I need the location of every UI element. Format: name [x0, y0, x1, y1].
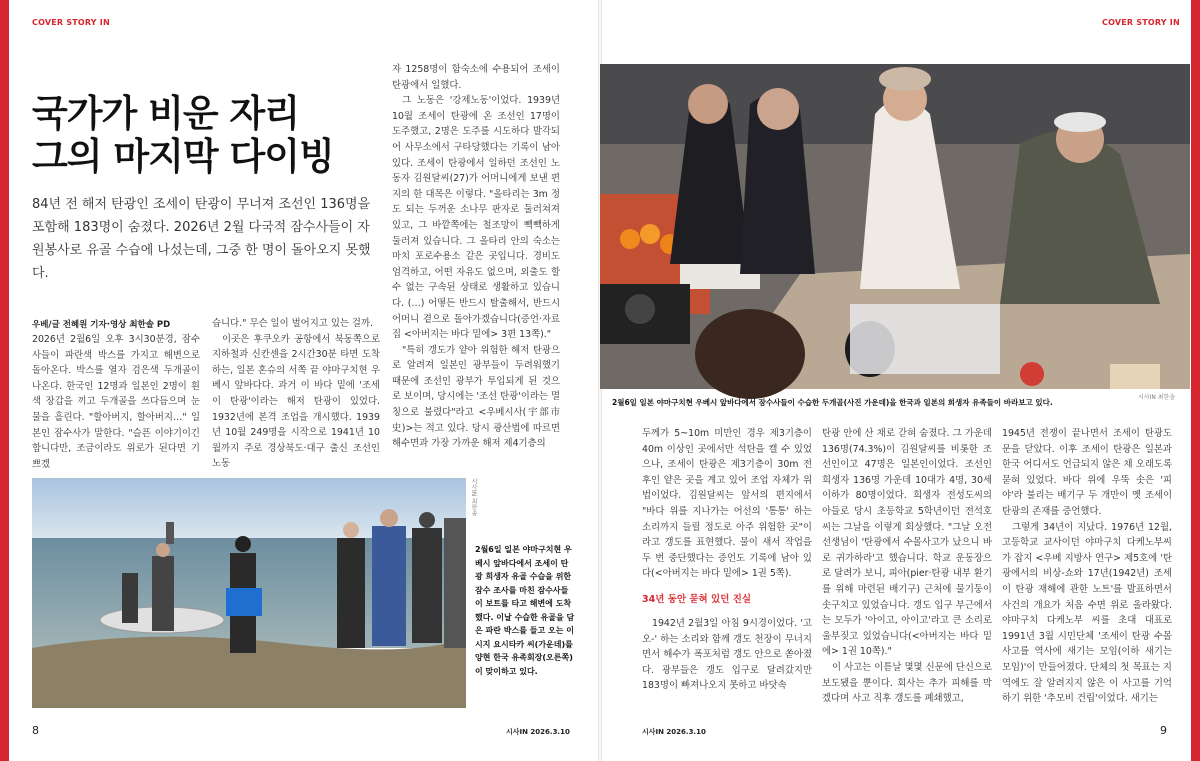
paragraph: 그렇게 34년이 지났다. 1976년 12월, 고등학교 교사이던 야마구치 다케노부씨가 잡지 <우베 지방사 연구> 제5호에 '탄광에서의 비상-쇼와 17년(1942년) 조세이 탄광 재해에 관한 노트'를 발표하면서 사건의 개요가 처음 수면 위로 올라왔다. 야마구치 다케노부 씨를 초대 대표로 1991년 3월 시민단체 '조세이 탄광 수몰사고를 역사에 새기는 모임(이하 새기는 모임)'이 만들어졌다. 단체의 첫 목표는 지역에도 잘 알려지지 않은 이 사고를 기억하기 위한 '추모비 건립'이었다. 새기는: [1002, 521, 1172, 705]
paragraph: 이곳은 후쿠오카 공항에서 북동쪽으로 지하철과 신칸센을 2시간30분 타면 도착하는, 일본 혼슈의 서쪽 끝 야마구치현 우베시 앞바다다. 과거 이 바다 밑에 '조세이 탄광'이라는 해저 탄광이 있었다. 1932년에 본격 조업을 개시했다. 1939년 10월 249명을 시작으로 1941년 10월까지 주로 경상북도·대구 출신 조선인 노동: [212, 333, 380, 470]
article-column-2: [212, 316, 380, 470]
folio-right: 시사IN 2026.3.10: [642, 728, 706, 736]
paragraph: 그 노동은 '강제노동'이었다. 1939년 10월 조세이 탄광에 온 조선인 17명이 도주했고, 2명은 도주를 시도하다 발각되어 사무소에서 구타당했다는 기록이 남아 있다. 조세이 탄광에서 일하던 조선인 노동자 김원달씨(27)가 어머니에게 보낸 편지의 한 대목은 이렇다. "올타리는 3m 정도 되는 두꺼운 소나무 판자로 둘러쳐져 있고, 그 바깥쪽에는 철조망이 빽빽하게 둘러져 있습니다. 그 올타리 안의 숙소는 마치 포로수용소 같은 곳입니다. 경비도 엄격하고, 어떤 자유도 없으며, 외출도 할 수 없는 구속된 상태로 생활하고 있습니다. (…) 어떻든 반드시 탈출해서, 반드시 어머니 곁으로 돌아가겠습니다(증언·자료집 <아버지는 바다 밑에> 3편 13쪽).": [392, 95, 560, 341]
paragraph: 자 1258명이 함숙소에 수용되어 조세이 탄광에서 일했다.: [392, 64, 560, 91]
article-column-1: [32, 332, 200, 470]
paragraph: 1945년 전쟁이 끝나면서 조세이 탄광도 문을 닫았다. 이후 조세이 탄광은 일본과 한국 어디서도 언급되지 않은 채 오래도록 묻혀 있었다. 바다 위에 우뚝 솟은 '피야'라 불리는 배기구 두 개만이 옛 조세이 탄광의 존재를 증언했다.: [1002, 428, 1172, 517]
photo-bereaved-families: [600, 64, 1190, 389]
page-number-right: 9: [1160, 724, 1167, 737]
section-label-right: COVER STORY IN: [1102, 18, 1180, 27]
paragraph: 탄광 안에 산 채로 갇혀 숨졌다. 그 가운데 136명(74.3%)이 김원달씨를 비롯한 조선인이고 47명은 일본인이었다. 조선인 희생자 136명 가운데 10대가 4명, 30세 이하가 80명이었다. 희생자 전성도씨의 아들로 당시 초등학교 5학년이던 전석호씨는 그날을 이렇게 회상했다. "그날 오전 선생님이 '탄광에서 수몰사고가 났으니 바로 귀가하라'고 했습니다. 학교 운동장으로 달려가 보니, 피아(pier·탄광 내부 환기를 위해 마련된 배기구) 근처에 물기둥이 솟구치고 있었습니다. 갱도 입구 부근에서는 모두가 '아이고, 아이고'라고 큰 소리로 울부짖고 있었습니다(<아버지는 바다 밑에> 1권 10쪽).": [822, 428, 992, 658]
section-label-left: COVER STORY IN: [32, 18, 110, 27]
paragraph: 두께가 5~10m 미만인 경우 제3기층이 40m 이상인 곳에서만 석탄을 캘 수 있었으나, 조세이 탄광은 제3기층이 30m 전후인 얕은 곳을 계고 있어 조업 자체가 위법이었다. 김원달씨는 앞서의 편지에서 "바다 위를 지나가는 어선의 '통통' 하는 소리까지 들릴 정도로 아주 위험한 곳"이라고 갱도를 표현했다. 물이 새서 작업을 두 번 중단했다는 증언도 기록에 남아 있다(<아버지는 바다 밑에> 1권 5쪽).: [642, 428, 812, 580]
byline: 우베/글 전혜원 기자·영상 최한솔 PD: [32, 320, 171, 330]
photo-credit-top: 시사IN 최한솔: [1138, 394, 1176, 401]
subheading: 34년 동안 묻혀 있던 진실: [642, 593, 752, 605]
paragraph: 습니다." 무슨 일이 벌어지고 있는 걸까.: [212, 318, 374, 329]
page-number-left: 8: [32, 724, 39, 737]
photo-credit-bottom: 시사IN 최한솔: [470, 478, 477, 517]
left-red-edge: [0, 0, 9, 761]
headline-line-2: 그의 마지막 다이빙: [32, 135, 334, 178]
right-red-edge: [1191, 0, 1200, 761]
headline: [32, 92, 334, 178]
folio-left: 시사IN 2026.3.10: [506, 728, 570, 736]
article-column-3: [392, 62, 560, 458]
caption-top-photo: 2월6일 일본 야마구치현 우베시 앞바다에서 잠수사들이 수습한 두개골(사진 가운데)을 한국과 일본의 희생자 유족들이 바라보고 있다.: [612, 398, 1053, 407]
photo-divers-beach: [32, 478, 466, 708]
paragraph: 1942년 2월3일 아침 9시경이었다. '고오-' 하는 소리와 함께 갱도 천장이 무너지면서 해수가 폭포처럼 갱도 안으로 쏟아졌다. 광부들은 갱도 입구로 달려갔지만 183명이 빠져나오지 못하고 바닷속: [642, 617, 812, 692]
paragraph: 2026년 2월6일 오후 3시30분경, 잠수사들이 파란색 박스를 가지고 해변으로 돌아온다. 박스를 열자 검은색 두개골이 나온다. 한국인 12명과 일본인 2명이 흰색 장갑을 끼고 두개골을 쓰다듬으며 눈물을 흘린다. "할아버지, 할아버지…" 일본인 잠수사가 말한다. "슬픈 이야기이긴 합니다만, 조금이라도 위로가 된다면 기쁘겠: [32, 334, 200, 470]
article-column-4: [642, 426, 812, 716]
paragraph: "특히 갱도가 얕아 위험한 해저 탄광으로 알려져 일본인 광부들이 두려워했기 때문에 조선인 광부가 투입되게 된 것으로 보이며, 당시에는 '조선 탄광'이라는 멸칭으로 불렸다"라고 <우베시사(宇部市史)>는 적고 있다. 당시 광산법에 따르면 해수면과 가장 가까운 해저 제4기층의: [392, 344, 560, 450]
deck-summary: 84년 전 해저 탄광인 조세이 탄광이 무너져 조선인 136명을 포함해 183명이 숨졌다. 2026년 2월 다국적 잠수사들이 자원봉사로 유골 수습에 나섰는데, 그중 한 명이 돌아오지 못했다.: [32, 197, 371, 281]
paragraph: 이 사고는 이튿날 몇몇 신문에 단신으로 보도됐을 뿐이다. 회사는 추가 피해를 막겠다며 사고 직후 갱도를 폐쇄했고,: [822, 661, 992, 705]
caption-bottom-photo: 2월6일 일본 야마구치현 우베시 앞바다에서 조세이 탄광 희생자 유골 수습을 위한 잠수 조사를 마친 잠수사들이 보트를 타고 해변에 도착했다. 이날 수습한 유골을 담은 파란 박스를 들고 오는 이시지 요시타카 씨(가운데)를 양현 한국 유족회장(오른쪽)이 맞이하고 있다.: [475, 545, 575, 676]
article-column-5: [822, 426, 992, 716]
headline-line-1: 국가가 비운 자리: [32, 92, 299, 135]
article-column-6: [1002, 426, 1172, 716]
